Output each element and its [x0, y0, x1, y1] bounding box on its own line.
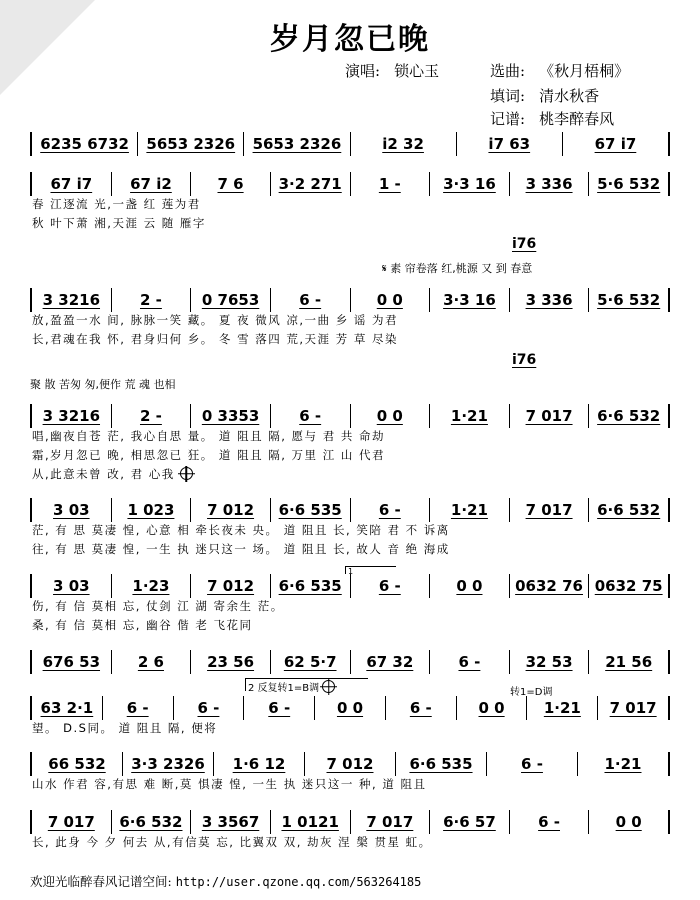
measure: 7 017: [32, 810, 112, 834]
measure: 0 7653: [191, 288, 271, 312]
measure: 3 336: [510, 172, 590, 196]
segno-sign: 𝄋: [382, 262, 391, 275]
measure-row: [30, 288, 670, 312]
measure: 6 -: [487, 752, 578, 776]
variant-lyric-text: 素 帘卷落 红,桃源 又 到 春意: [390, 262, 533, 275]
measure: 6·6 532: [597, 407, 661, 425]
measure: 7 012: [305, 752, 396, 776]
measure: 5·6 532: [597, 175, 661, 193]
measure: 0632 76: [510, 574, 590, 598]
measure: 0 0: [351, 288, 431, 312]
measure: 7 017: [510, 404, 590, 428]
measure: 1·23: [112, 574, 192, 598]
measure: 63 2·1: [32, 696, 103, 720]
lyricist-name: 清水秋香: [539, 87, 600, 105]
measure: 6 -: [510, 810, 590, 834]
measure: 0 0: [351, 404, 431, 428]
lyricist-credit: [490, 85, 599, 106]
measure: 66 532: [32, 752, 123, 776]
score-system-8: [30, 696, 670, 739]
score-system-1: [30, 132, 670, 156]
volta-bracket: 1: [345, 566, 396, 574]
variant-lyric-text: 聚 散 苦匆 匆,便作 荒 魂 也相: [30, 378, 176, 391]
measure: 3·3 16: [430, 172, 510, 196]
variant-lyric: [382, 260, 532, 276]
measure: 1·21: [527, 696, 598, 720]
measure-row: [30, 696, 670, 720]
measure: 1 0121: [271, 810, 351, 834]
measure: 7 012: [191, 498, 271, 522]
measure: 6·6 535: [396, 752, 487, 776]
measure-row: [30, 574, 670, 598]
measure: 3·3 2326: [123, 752, 214, 776]
footer: [30, 872, 421, 890]
singer-name: 锁心玉: [394, 62, 440, 80]
measure: 67 32: [351, 650, 431, 674]
lyric-line: 山水 作君 容,有思 难 断,莫 惧凄 惶, 一生 执 迷只这一 种, 道 阻且: [32, 777, 427, 791]
score-system-3: [30, 288, 670, 350]
measure: 7 017: [609, 699, 657, 717]
measure: 6·6 535: [271, 498, 351, 522]
lyric-line: 往, 有 思 莫凄 惶, 一生 执 迷只这一 场。 道 阻且 长, 故人 音 绝 海成: [32, 542, 450, 556]
measure: 3·2 271: [271, 172, 351, 196]
measure-row: [30, 132, 670, 156]
measure-row: [30, 172, 670, 196]
score-system-7: [30, 650, 670, 674]
measure: 7 017: [351, 810, 431, 834]
repeat-instruction: [245, 678, 368, 694]
score-system-9: [30, 752, 670, 795]
measure: 21 56: [605, 653, 653, 671]
lyric-line: 望。 D.S同。 道 阻且 隔, 便将: [32, 721, 218, 735]
coda-icon: [180, 467, 193, 480]
measure: 2 6: [112, 650, 192, 674]
measure: 1·21: [430, 404, 510, 428]
lyric-line: 伤, 有 信 莫相 忘, 仗剑 江 湖 寄余生 茫。: [32, 599, 284, 613]
measure-row: [30, 752, 670, 776]
transcriber-credit: [490, 108, 614, 129]
coda-icon: [322, 680, 335, 693]
measure: 6 -: [174, 696, 245, 720]
measure: 0 0: [615, 813, 642, 831]
measure: 676 53: [32, 650, 112, 674]
score-system-4: [30, 404, 670, 485]
measure: 3·3 16: [430, 288, 510, 312]
measure: 67 i7: [594, 135, 637, 153]
singer-label: 演唱:: [345, 62, 381, 80]
measure: 2 -: [112, 404, 192, 428]
lyric-line: 茫, 有 思 莫凄 惶, 心意 相 牵长夜未 央。 道 阻且 长, 笑陪 君 不 诉离: [32, 523, 450, 537]
measure: 3 3567: [191, 810, 271, 834]
measure: 0 0: [457, 696, 528, 720]
measure: 0 0: [430, 574, 510, 598]
measure: 3 3216: [32, 288, 112, 312]
score-system-10: [30, 810, 670, 853]
lyric-line: [30, 466, 670, 485]
measure: 0 0: [315, 696, 386, 720]
measure-row: [30, 810, 670, 834]
measure: 1·21: [430, 498, 510, 522]
measure: 0 3353: [191, 404, 271, 428]
transcriber-name: 桃李醉春风: [539, 110, 615, 128]
measure: 62 5·7: [271, 650, 351, 674]
measure: 6·6 532: [112, 810, 192, 834]
measure: 6235 6732: [32, 132, 138, 156]
measure: 7 6: [191, 172, 271, 196]
lyric-line: 春 江逐流 光,一盏 红 莲为君: [32, 197, 201, 211]
measure: 6·6 535: [271, 574, 351, 598]
variant-lyric: [30, 376, 175, 392]
lyric-text: 从,此意未曾 改, 君 心我: [32, 467, 175, 481]
measure: 6·6 532: [597, 501, 661, 519]
source-label: 选曲:: [490, 62, 526, 80]
measure-row: [30, 650, 670, 674]
measure: 1·21: [604, 755, 642, 773]
measure: 23 56: [191, 650, 271, 674]
measure: 5·6 532: [597, 291, 661, 309]
source-name: 《秋月梧桐》: [539, 62, 630, 80]
lyric-line: 唱,幽夜自苍 茫, 我心自思 量。 道 阻且 隔, 愿与 君 共 命劫: [32, 429, 386, 443]
lyricist-label: 填词:: [490, 87, 526, 105]
measure: 7 017: [510, 498, 590, 522]
measure: 3 03: [32, 574, 112, 598]
measure: 7 012: [191, 574, 271, 598]
key-change-label: 转1=D调: [510, 687, 553, 698]
measure: 5653 2326: [244, 132, 350, 156]
measure: 1 023: [112, 498, 192, 522]
measure: 6 -: [271, 404, 351, 428]
measure: 6 -: [103, 696, 174, 720]
lyric-line: 长,君魂在我 怀, 君身归何 乡。 冬 雪 落四 荒,天涯 芳 草 尽染: [32, 332, 399, 346]
measure: 67 i2: [112, 172, 192, 196]
measure: i7 63: [457, 132, 563, 156]
source-credit: [490, 60, 629, 81]
volta-2-label: 2: [248, 683, 255, 694]
measure: 3 03: [32, 498, 112, 522]
lyric-line: 秋 叶下萧 湘,天涯 云 随 雁字: [32, 216, 206, 230]
page-title: 岁月忽已晚: [270, 22, 430, 57]
measure: 32 53: [510, 650, 590, 674]
measure: 5653 2326: [138, 132, 244, 156]
measure: 6 -: [271, 288, 351, 312]
measure: 1·6 12: [214, 752, 305, 776]
measure: 6 -: [386, 696, 457, 720]
measure: 1 -: [351, 172, 431, 196]
measure: 3 336: [510, 288, 590, 312]
lyric-line: 放,盈盈一水 间, 脉脉一笑 藏。 夏 夜 微风 凉,一曲 乡 谣 为君: [32, 313, 399, 327]
footer-link[interactable]: http://user.qzone.qq.com/563264185: [175, 875, 422, 889]
measure: 0632 75: [594, 577, 663, 595]
variant-notes: i76: [512, 236, 537, 252]
singer-credit: [345, 60, 439, 81]
measure-row: [30, 498, 670, 522]
measure: 6 -: [244, 696, 315, 720]
measure: 67 i7: [32, 172, 112, 196]
lyric-line: 桑, 有 信 莫相 忘, 幽谷 偕 老 飞花同: [32, 618, 253, 632]
measure: 6 -: [351, 574, 431, 598]
transcriber-label: 记谱:: [490, 110, 526, 128]
measure: i2 32: [351, 132, 457, 156]
measure: 6 -: [351, 498, 431, 522]
footer-text: 欢迎光临醉春风记谱空间:: [30, 874, 172, 889]
lyric-line: 长, 此身 今 夕 何去 从,有信莫 忘, 比翼双 双, 劫灰 涅 槃 贯星 虹。: [32, 835, 432, 849]
score-system-5: [30, 498, 670, 560]
measure: 6·6 57: [430, 810, 510, 834]
repeat-key-change: 反复转1=B调: [257, 683, 320, 694]
score-system-2: [30, 172, 670, 234]
score-system-6: [30, 574, 670, 636]
measure: 6 -: [430, 650, 510, 674]
measure: 3 3216: [32, 404, 112, 428]
measure-row: [30, 404, 670, 428]
lyric-line: 霜,岁月忽已 晚, 相思忽已 狂。 道 阻且 隔, 万里 江 山 代君: [32, 448, 386, 462]
measure: 2 -: [112, 288, 192, 312]
variant-notes: i76: [512, 352, 537, 368]
